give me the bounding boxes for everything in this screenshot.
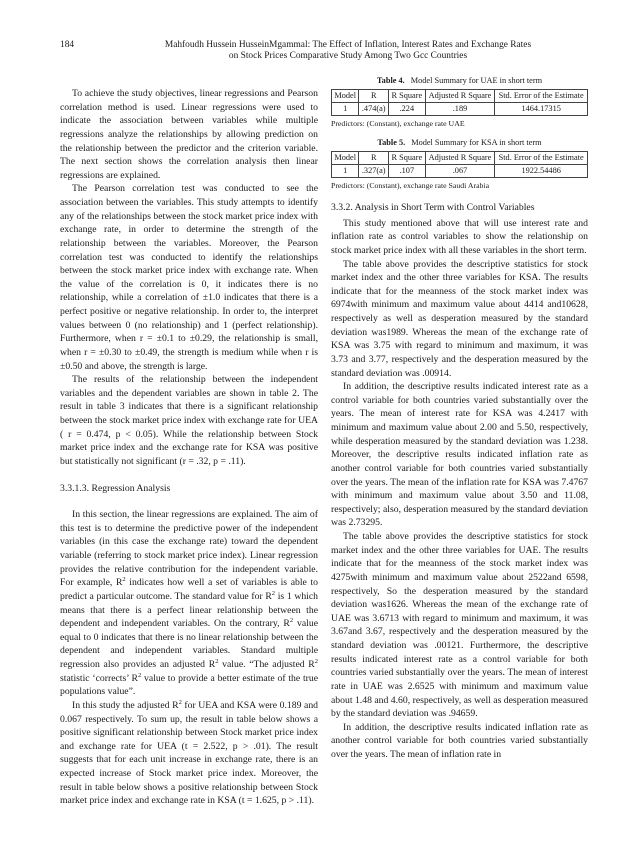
running-title-line1: Mahfoudh Hussein HusseinMgammal: The Effect of Inflation, Interest Rates and Exchange Rates [164, 40, 532, 50]
superscript: 2 [289, 617, 294, 625]
table5-note: Predictors: (Constant), exchange rate Saudi Arabia [331, 181, 490, 190]
page-number: 184 [60, 40, 75, 50]
paragraph-control-intro: This study mentioned above that will use interest rate and inflation rate as control variables to show the relationship on stock market price index with all these variables in the short term. [331, 217, 588, 256]
paragraph-uae-inflation: In addition, the descriptive results indicated inflation rate as another control variable for both countries varied substantially over the years. The mean of inflation rate in [331, 721, 588, 760]
table-cell: .189 [425, 103, 495, 116]
table4-note: Predictors: (Constant), exchange rate UAE [331, 119, 465, 128]
table-row [332, 165, 588, 178]
section-heading-control-variables: 3.3.2. Analysis in Short Term with Control Variables [331, 202, 535, 213]
table5-model-summary-ksa [331, 151, 588, 178]
table-header-cell: R [359, 90, 389, 103]
text-span: indicates how well a set of variables is able to predict a particular outcome. The standard value for R [60, 577, 318, 602]
paragraph-adjusted-r2 [60, 699, 318, 808]
table-header-cell: R Square [389, 152, 426, 165]
paragraph-uae-descriptive: The table above provides the descriptive statistics for stock market index and the other three variables for UAE. The results indicate that for the meanness of the stock market index was 4275with minimum and maximum value about 2522and 6598, respectively, So the desperation measured by the standard deviation was1626. Whereas the mean of the exchange rate of UAE was 3.6713 with regard to minimum and maximum, it was 3.67and 3.67, respectively and the desperation measured by the standard deviation was .00121. Furthermore, the descriptive results indicated interest rate as a control variable for both countries varied substantially over the years. The mean of interest rate in UAE was 2.6525 with minimum and maximum value about 1.48 and 4.60, respectively, as well as desperation measured by the standard deviation was .94659. [331, 531, 588, 720]
table-header-cell: Adjusted R Square [425, 152, 495, 165]
table-header-cell: R Square [389, 90, 426, 103]
table-header-cell: Std. Error of the Estimate [495, 90, 588, 103]
table-row [332, 103, 588, 116]
running-title [138, 40, 558, 62]
left-column [60, 87, 318, 808]
table-header-cell: Std. Error of the Estimate [495, 152, 588, 165]
table-cell: .224 [389, 103, 426, 116]
paragraph-ksa-interest-inflation: In addition, the descriptive results indicated interest rate as a control variable for both countries varied substantially over the years. The mean of interest rate for KSA was 4.2417 with minimum and maximum value about 2.00 and 5.50, respectively, while desperation measured by the standard deviation was 1.238. Moreover, the descriptive results indicated inflation rate as another control variable for both countries varied substantially over the years. The mean of the inflation rate for KSA was 7.4767 with minimum and maximum value about 3.50 and 11.08, respectively; also, desperation measured by the standard deviation was 2.73295. [331, 381, 588, 529]
text-span: In this section, the linear regressions are explained. The aim of this test is to determine the predictive power of the independent variables (in this case the exchange rate) toward the dependent variable (referring to stock market price index). Linear regression provides the relative contribution for the independent variable. For example, R [60, 509, 318, 589]
text-span: value. “The adjusted R [218, 659, 315, 670]
table-cell: .327(a) [359, 165, 389, 178]
paragraph-regression [60, 508, 318, 699]
text-span: statistic ‘corrects’ R [60, 672, 139, 684]
paragraph-objectives: To achieve the study objectives, linear regressions and Pearson correlation method is used. Linear regressions were used to indicate the association between variables while multiple regressions analyze the relationships by allowing prediction on the relationship between the predictor and the criterion variable. The next section shows the correlation analysis then linear regressions are explained. [60, 88, 318, 181]
table5-caption [331, 137, 588, 148]
superscript: 2 [271, 589, 276, 597]
text-span: is 1 which means that there is a perfect linear relationship between the dependent and independent variables. On the contrary, R [60, 590, 318, 630]
table-cell: 1464.17315 [495, 103, 588, 116]
table-cell: 1 [332, 165, 359, 178]
table-cell: .474(a) [359, 103, 389, 116]
table5-label: Table 5. [377, 138, 406, 147]
table-cell: .067 [425, 165, 495, 178]
table-cell: 1 [332, 103, 359, 116]
table5-caption-text: Model Summary for KSA in short term [411, 138, 542, 147]
text-span: for UEA and KSA were 0.189 and 0.067 respectively. To sum up, the result in table below shows a positive significant relationship between Stock market price index and exchange rate for UEA (t = 2.522, p > .01). The result suggests that for each unit increase in exchange rate, there is an expected increase of Stock market price index. Moreover, the result in table below shows a positive relationship between Stock market price index and exchange rate in KSA (t = 1.625, p > .11). [60, 699, 319, 807]
superscript: 2 [215, 658, 219, 665]
superscript: 2 [178, 698, 182, 706]
table-header-cell: R [359, 152, 389, 165]
table-header-row [332, 152, 588, 165]
table4-label: Table 4. [376, 76, 405, 85]
text-span: In this study the adjusted R [72, 699, 179, 711]
running-title-line2: on Stock Prices Comparative Study Among Two Gcc Countries [228, 51, 468, 61]
table4-caption [331, 75, 588, 86]
right-column [331, 75, 588, 762]
table-cell: .107 [389, 165, 426, 178]
text-span: value to provide a better estimate of the true populations value”. [60, 672, 318, 698]
paragraph-results: The results of the relationship between the independent variables and the dependent variables are shown in table 2. The result in table 3 indicates that there is a significant relationship between the stock market price index with exchange rate for UEA ( r = 0.474, p < 0.05). While the relationship between Stock market price index and the exchange rate for KSA was positive but statistically not significant (r = .32, p = .11). [60, 374, 318, 467]
table-header-cell: Model [332, 152, 359, 165]
section-heading-regression: 3.3.1.3. Regression Analysis [60, 482, 171, 494]
paragraph-ksa-descriptive: The table above provides the descriptive statistics for stock market index and the other three variables for KSA. The results indicate that for the meanness of the stock market index was 6974with minimum and maximum value about 4414 and10628, respectively as well as desperation measured by the standard deviation was1989. Whereas the mean of the exchange rate of KSA was 3.75 with regard to minimum and maximum, it was 3.73 and 3.77, respectively and the desperation measured by the standard deviation was .00914. [331, 258, 588, 379]
superscript: 2 [314, 658, 318, 665]
paragraph-pearson: The Pearson correlation test was conducted to see the association between the variables. This study attempts to identify any of the relationships between the stock market price index with exchange rate, in order to determine the strength of the relationship between the variables. Moreover, the Pearson correlation test was conducted to identify the relationships between the stock market price index with exchange rate. When the value of the correlation is 0, it indicates there is no relationship, while a correlation of ±1.0 indicates that there is a perfect positive or negative relationship. In order to, the interpret values between 0 (no relationship) and 1 (perfect relationship). Furthermore, when r = ±0.1 to ±0.29, the relationship is small, when r = ±0.30 to ±0.49, the strength is medium while when r is ±0.50 and above, the strength is large. [60, 183, 318, 372]
table-cell: 1922.54486 [495, 165, 588, 178]
table-header-row [332, 90, 588, 103]
text-span: value equal to 0 indicates that there is no linear relationship between the dependent and independent variables. Standard multiple regression also provides an adjusted R [60, 618, 318, 670]
superscript: 2 [122, 576, 126, 584]
table-header-cell: Model [332, 90, 359, 103]
superscript: 2 [138, 671, 142, 679]
table-header-cell: Adjusted R Square [425, 90, 495, 103]
table4-model-summary-uae [331, 89, 588, 116]
table4-caption-text: Model Summary for UAE in short term [410, 76, 543, 85]
